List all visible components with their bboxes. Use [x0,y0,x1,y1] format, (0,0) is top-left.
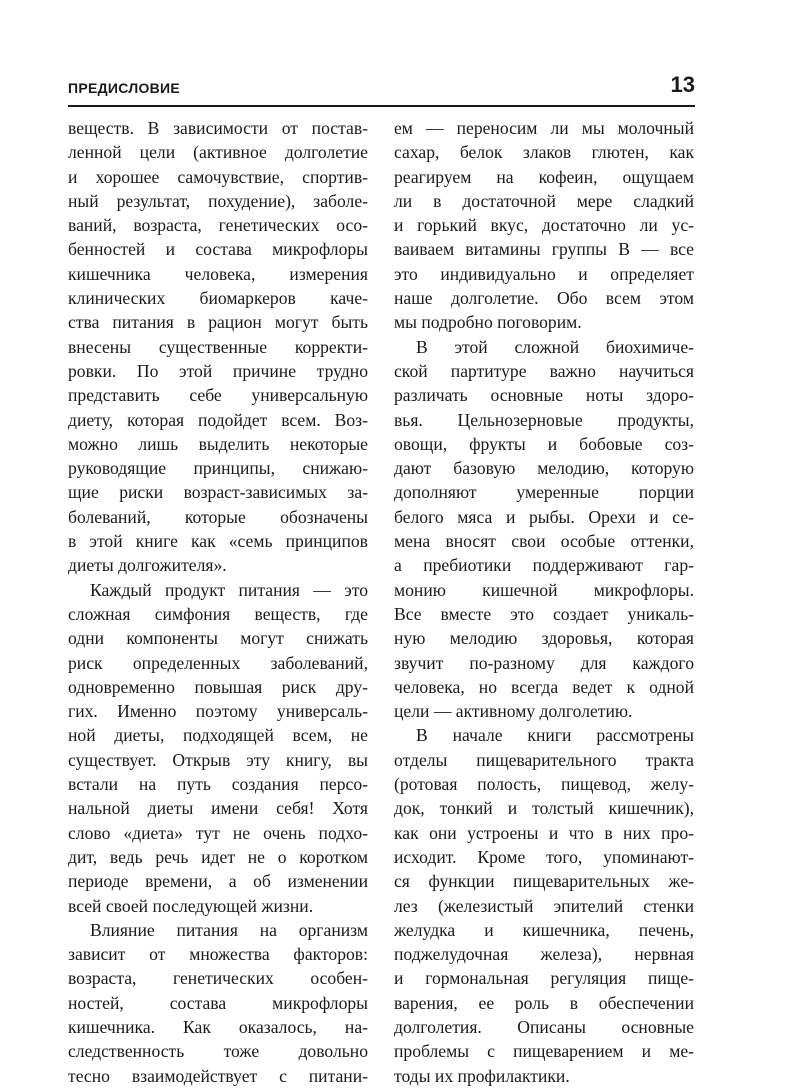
text-line: звучит по-разному для каждого [394,652,694,673]
text-line: представить себе универсальную [68,385,368,406]
text-line: дают базовую мелодию, которую [394,458,694,479]
text-line: ся функции пищеварительных же- [394,871,694,892]
text-line: поджелудочная железа), нервная [394,944,694,965]
text-line: всей своей последующей жизни. [68,895,314,916]
text-line: ли в достаточной мере сладкий [394,190,694,211]
text-line: а пребиотики поддерживают гар- [394,555,694,576]
text-line: кишечника человека, измерения [68,263,368,284]
text-line: варения, ее роль в обеспечении [394,992,694,1013]
text-line: цели — активному долголетию. [394,701,633,722]
text-line: периоде времени, а об изменении [68,871,368,892]
text-line: и гормональная регуляция пище- [394,968,694,989]
text-line: человека, но всегда ведет к одной [394,676,694,697]
text-line: реагируем на кофеин, ощущаем [394,166,694,187]
text-line: слово «диета» тут не очень подхо- [68,822,368,843]
text-line: В этой сложной биохимиче- [416,336,694,357]
text-line: это индивидуально и определяет [394,263,694,284]
text-line: Влияние питания на организм [90,919,368,940]
text-line: долголетия. Описаны основные [394,1016,694,1037]
page-number: 13 [670,72,695,97]
text-line: дит, ведь речь идет не о коротком [68,846,368,867]
text-line: следственность тоже довольно [68,1041,368,1062]
right-text-column [394,116,694,1088]
text-line: в этой книге как «семь принципов [68,531,368,552]
text-line: тоды их профилактики. [394,1065,570,1086]
text-line: кишечника. Как оказалось, на- [68,1016,368,1037]
text-line: В начале книги рассмотрены [416,725,694,746]
text-line: сложная симфония веществ, где [68,603,368,624]
text-line: зависит от множества факторов: [68,944,368,965]
text-line: ностей, состава микрофлоры [68,992,368,1013]
text-line: ный результат, похудение), заболе- [68,190,368,211]
text-line: встали на путь создания персо- [68,774,368,795]
text-line: отделы пищеварительного тракта [394,749,694,770]
text-line: ную мелодию здоровья, которая [394,628,694,649]
text-line: болеваний, которые обозначены [68,506,368,527]
text-line: веществ. В зависимости от постав- [68,118,368,138]
text-line: щие риски возраст-зависимых за- [68,482,368,503]
text-line: (ротовая полость, пищевод, желу- [394,774,694,795]
text-line: ваний, возраста, генетических осо- [68,215,368,236]
text-line: возраста, генетических особен- [68,968,368,989]
text-line: тесно взаимодействует с питани- [68,1065,368,1086]
page-header [68,70,695,102]
text-line: исходит. Кроме того, упоминают- [394,846,694,867]
text-line: ленной цели (активное долголетие [68,142,368,163]
text-line: ной диеты, подходящей всем, не [68,725,368,746]
text-line: одновременно повышая риск дру- [68,676,368,697]
left-text-column [68,116,368,1088]
text-line: Все вместе это создает уникаль- [394,603,694,624]
text-line: ваиваем витамины группы B — все [394,239,694,260]
text-line: проблемы с пищеварением и ме- [394,1041,694,1062]
text-line: нальной диеты имени себя! Хотя [68,798,368,819]
text-line: ства питания в рацион могут быть [68,312,368,333]
text-line: ровки. По этой причине трудно [68,360,368,381]
text-line: Каждый продукт питания — это [90,579,368,600]
text-line: и хорошее самочувствие, спортив- [68,166,368,187]
text-line: диету, которая подойдет всем. Воз- [68,409,368,430]
text-line: мена вносят свои особые оттенки, [394,531,694,552]
text-line: гих. Именно поэтому универсаль- [68,701,368,722]
text-line: одни компоненты могут снижать [68,628,368,649]
text-line: внесены существенные корректи- [68,336,368,357]
text-line: как они устроены и что в них про- [394,822,694,843]
text-line: риск определенных заболеваний, [68,652,368,673]
text-line: вья. Цельнозерновые продукты, [394,409,694,430]
text-line: клинических биомаркеров каче- [68,288,368,309]
text-line: бенностей и состава микрофлоры [68,239,368,260]
text-line: ем — переносим ли мы молочный [394,118,694,138]
text-line: мы подробно поговорим. [394,312,582,333]
text-line: ской партитуре важно научиться [394,360,694,381]
text-line: существует. Открыв эту книгу, вы [68,749,368,770]
text-line: диеты долгожителя». [68,555,227,576]
section-title: ПРЕДИСЛОВИЕ [68,80,181,96]
text-line: наше долголетие. Обо всем этом [394,288,694,309]
text-line: различать основные ноты здоро- [394,385,694,406]
text-line: сахар, белок злаков глютен, как [394,142,694,163]
text-line: док, тонкий и толстый кишечник), [394,798,694,819]
text-line: лез (железистый эпителий стенки [394,895,694,916]
header-rule [68,105,695,107]
text-line: монию кишечной микрофлоры. [394,579,694,600]
text-line: желудка и кишечника, печень, [394,919,694,940]
text-line: овощи, фрукты и бобовые соз- [394,433,694,454]
text-line: и горький вкус, достаточно ли ус- [394,215,694,236]
text-line: руководящие принципы, снижаю- [68,458,368,479]
text-line: можно лишь выделить некоторые [68,433,368,454]
text-line: дополняют умеренные порции [394,482,694,503]
text-line: белого мяса и рыбы. Орехи и се- [394,506,694,527]
